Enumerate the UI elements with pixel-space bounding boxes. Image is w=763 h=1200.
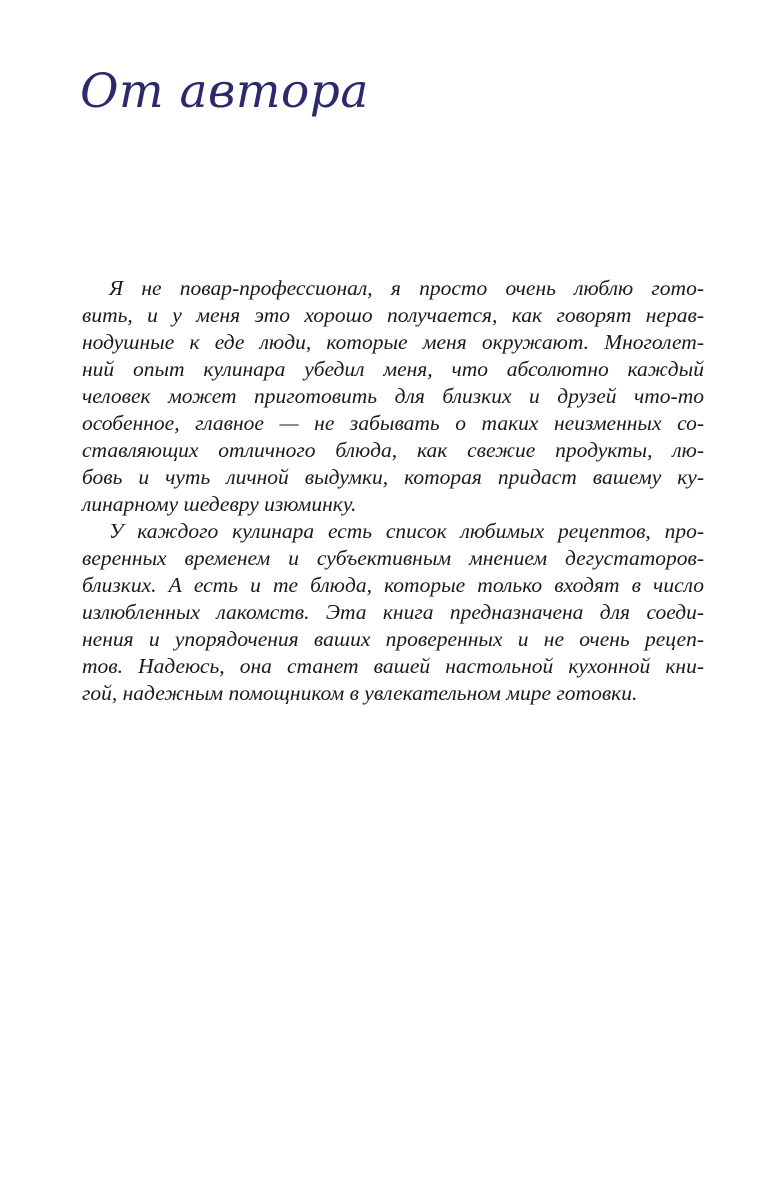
- text-line: излюбленных лакомств. Эта книга предназначена для соеди-: [82, 600, 704, 624]
- text-line: Я не повар-профессионал, я просто очень люблю гото-: [109, 276, 704, 300]
- chapter-title: От автора: [80, 64, 369, 119]
- text-line: веренных временем и субъективным мнением дегустаторов-: [82, 546, 704, 570]
- text-line: человек может приготовить для близких и друзей что-то: [82, 384, 704, 408]
- text-line: линарному шедевру изюминку.: [82, 492, 357, 516]
- text-line: ний опыт кулинара убедил меня, что абсолютно каждый: [82, 357, 704, 381]
- text-line: нодушные к еде люди, которые меня окружают. Многолет-: [82, 330, 704, 354]
- text-line: бовь и чуть личной выдумки, которая придаст вашему ку-: [82, 465, 704, 489]
- text-line: вить, и у меня это хорошо получается, как говорят нерав-: [82, 303, 704, 327]
- text-line: У каждого кулинара есть список любимых рецептов, про-: [109, 519, 704, 543]
- text-line: нения и упорядочения ваших проверенных и не очень рецеп-: [82, 627, 704, 651]
- text-line: тов. Надеюсь, она станет вашей настольной кухонной кни-: [82, 654, 704, 678]
- text-line: гой, надежным помощником в увлекательном мире готовки.: [82, 681, 638, 705]
- paragraph-1: [82, 275, 704, 518]
- body-text: [82, 275, 704, 707]
- text-line: особенное, главное — не забывать о таких неизменных со-: [82, 411, 704, 435]
- text-line: ставляющих отличного блюда, как свежие продукты, лю-: [82, 438, 704, 462]
- text-line: близких. А есть и те блюда, которые только входят в число: [82, 573, 704, 597]
- paragraph-2: [82, 518, 704, 707]
